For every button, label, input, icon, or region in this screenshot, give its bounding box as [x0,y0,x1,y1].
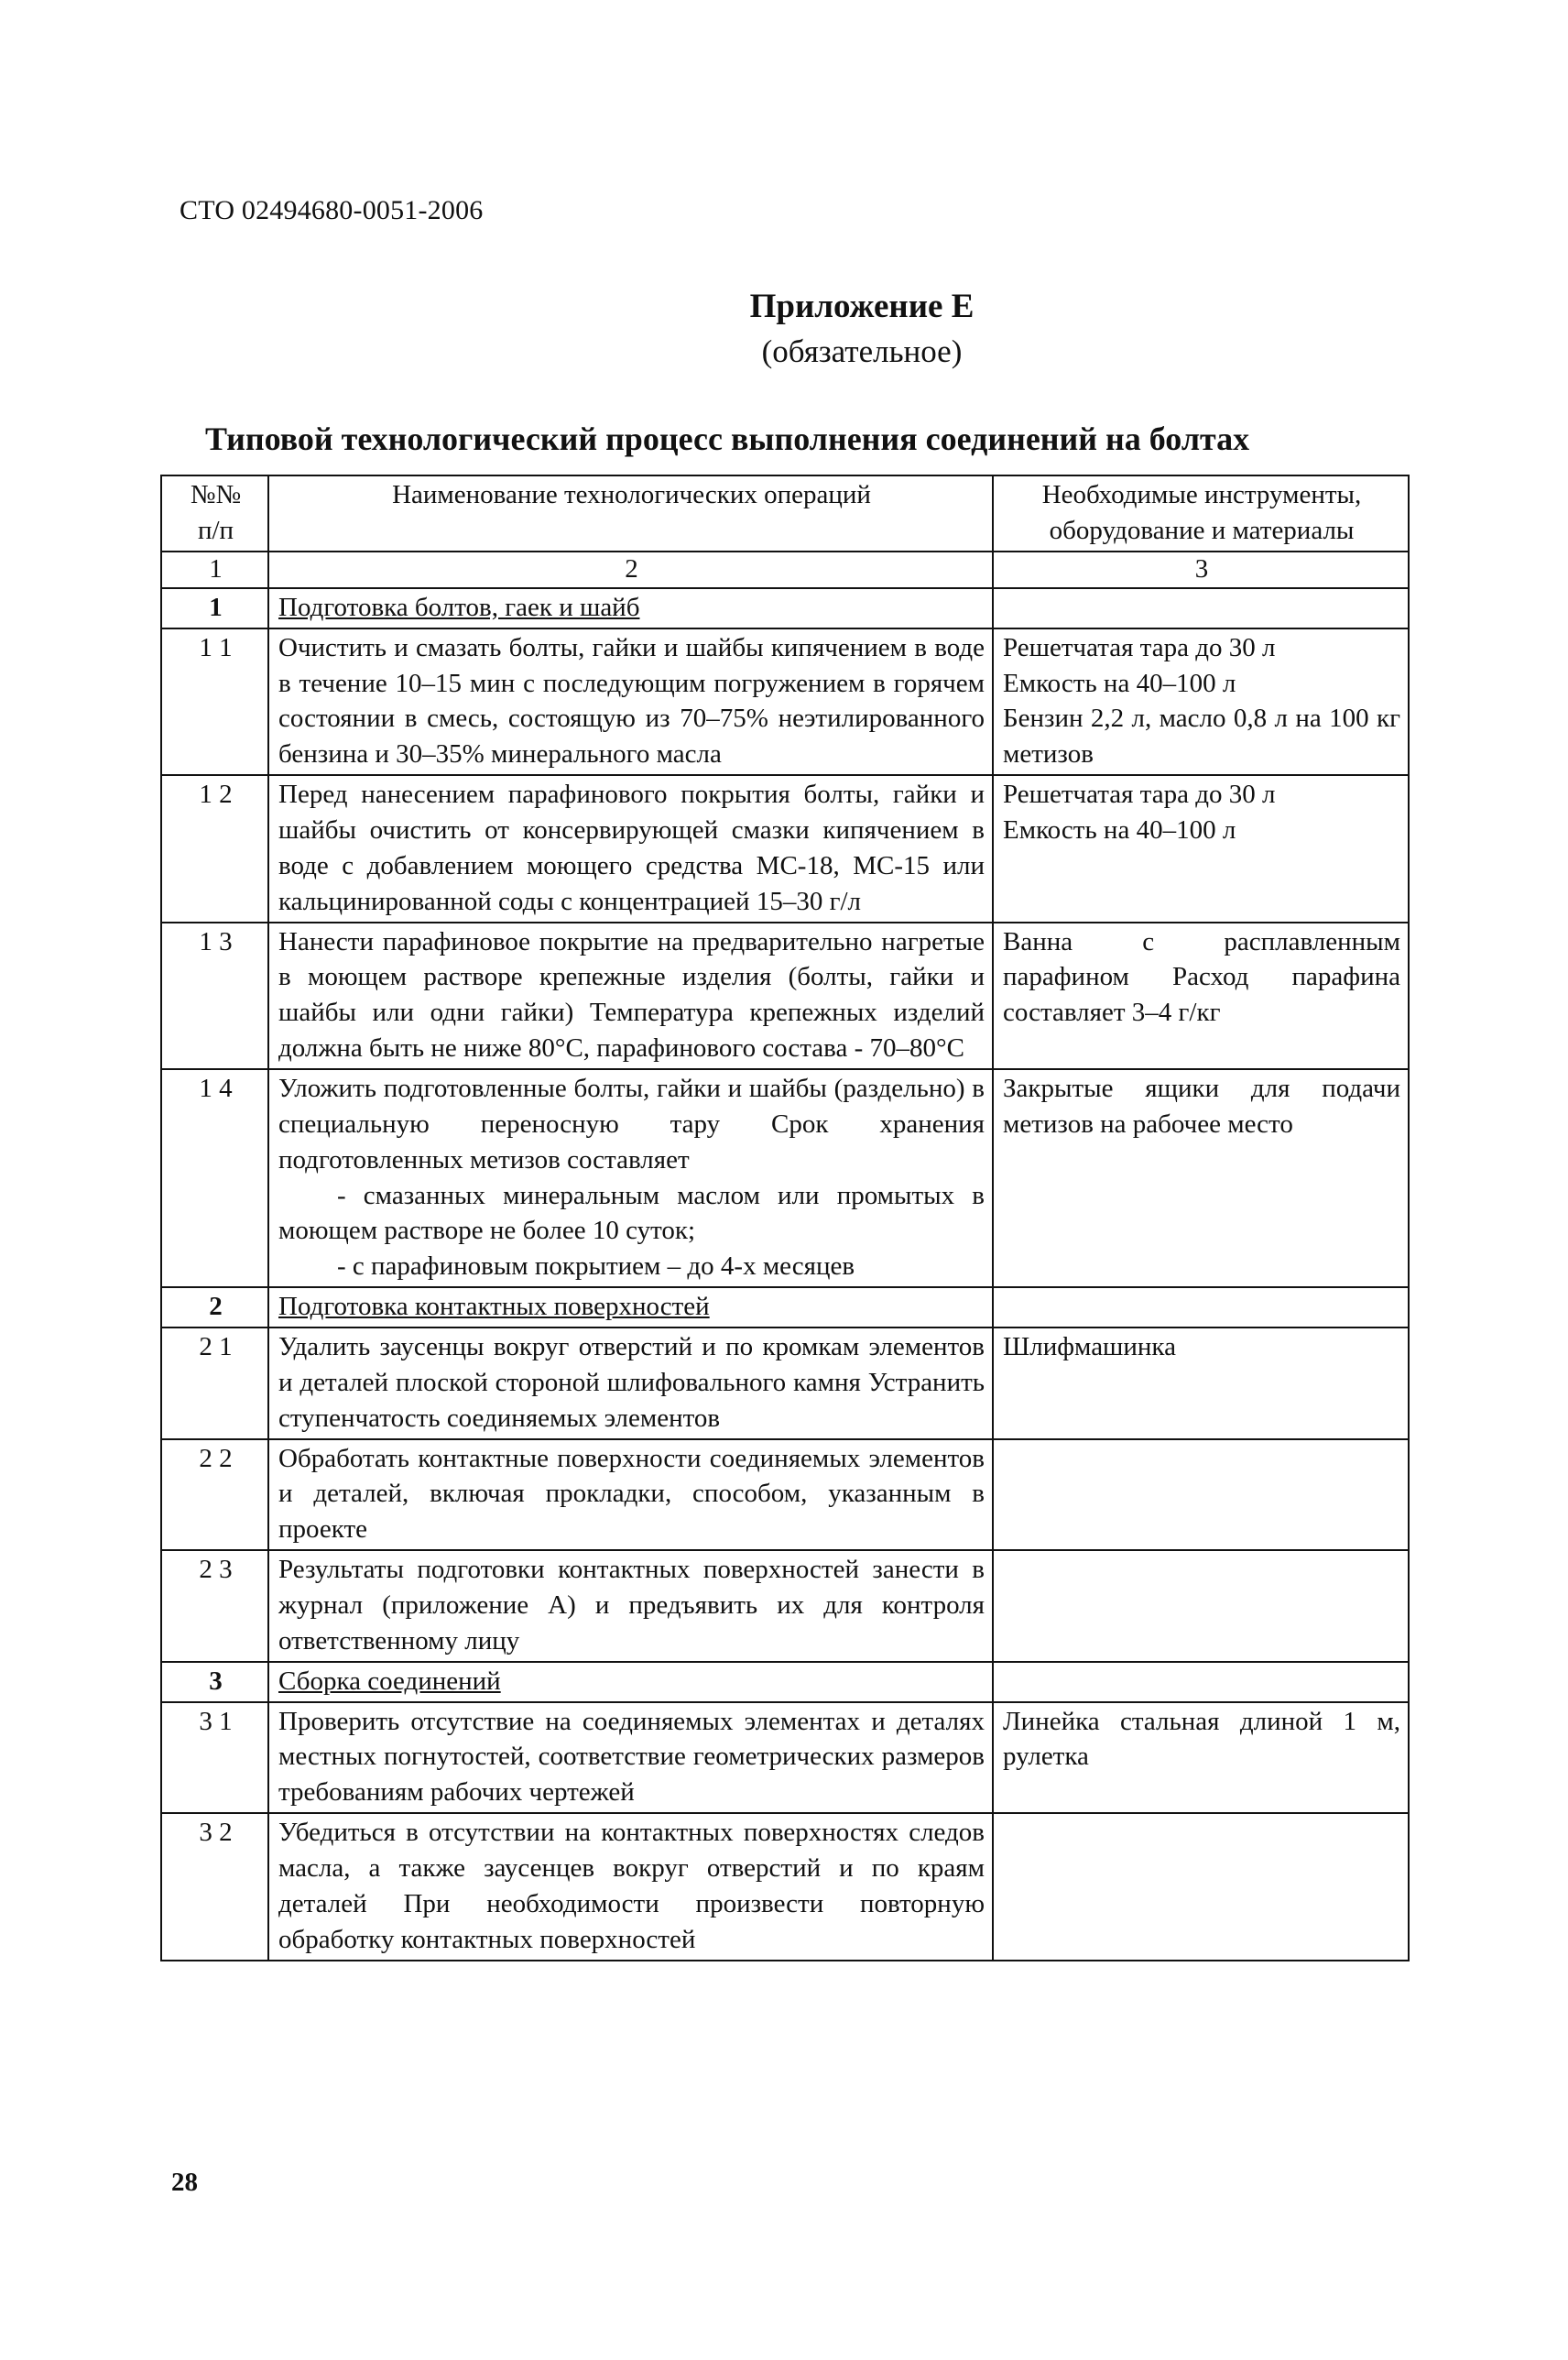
appendix-subtitle: (обязательное) [761,333,963,369]
tools-cell [993,628,1409,775]
tools-cell [993,1702,1409,1814]
operation-row [161,1550,1409,1662]
section-title: Подготовка болтов, гаек и шайб [268,588,993,628]
tools-cell [993,1287,1409,1328]
row-number: 2 3 [161,1550,268,1662]
operation-cell [268,1069,993,1287]
tools-cell [993,775,1409,922]
operation-cell [268,1702,993,1814]
operation-list-item: - с парафиновым покрытием – до 4-х месяцев [337,1251,855,1282]
tools-cell [993,1813,1409,1960]
operation-cell [268,923,993,1069]
tools-cell [993,1328,1409,1439]
tool-item: Закрытые ящики для подачи метизов на рабочее место [1003,1073,1400,1139]
operation-row [161,923,1409,1069]
table-title: Типовой технологический процесс выполнения соединений на болтах [205,421,1250,457]
document-code: СТО 02494680-0051-2006 [180,195,484,225]
operation-row [161,1069,1409,1287]
tool-item: Емкость на 40–100 л [1003,814,1236,845]
operation-row [161,775,1409,922]
operation-list-item: - смазанных минеральным маслом или промытых в моющем растворе не более 10 суток; [278,1180,985,1246]
header-tools-line: оборудование и материалы [1049,515,1355,545]
header-tools-line: Необходимые инструменты, [1041,480,1362,509]
tool-item: Решетчатая тара до 30 л [1003,632,1276,662]
row-number: 2 [161,1287,268,1328]
operation-text: Убедиться в отсутствии на контактных поверхностях следов масла, а также заусенцев вокруг отверстий и по краям деталей При необходимости произвести повторную обработку контактных поверхностей [278,1818,985,1954]
tool-item: Бензин 2,2 л, масло 0,8 л на 100 кг метизов [1003,704,1400,770]
row-number: 3 2 [161,1813,268,1960]
header-num-line: №№ [190,480,242,509]
operation-text: Нанести парафиновое покрытие на предварительно нагретые в моющем растворе крепежные изделия (болты, гайки и шайбы или одни гайки) Температура крепежных изделий должна быть не ниже 80°С, парафинового состава - 70–80°С [278,926,985,1064]
operation-text: Обработать контактные поверхности соединяемых элементов и деталей, включая прокладки, способом, указанным в проекте [278,1443,985,1545]
section-row [161,1287,1409,1328]
row-number: 2 1 [161,1328,268,1439]
operation-text: Очистить и смазать болты, гайки и шайбы кипячением в воде в течение 10–15 мин с последующим погружением в горячем состоянии в смесь, состоящую из 70–75% неэтилированного бензина и 30–35% минерального масла [278,632,985,770]
tools-cell [993,1662,1409,1702]
row-number: 1 [161,588,268,628]
column-number-row [161,552,1409,588]
operation-row [161,1813,1409,1960]
tools-cell [993,588,1409,628]
header-operation: Наименование технологических операций [268,475,993,552]
tools-cell [993,923,1409,1069]
operation-text: Результаты подготовки контактных поверхностей занести в журнал (приложение А) и предъявить их для контроля ответственному лицу [278,1555,985,1655]
operation-row [161,1439,1409,1551]
tool-item: Линейка стальная длиной 1 м, рулетка [1003,1706,1400,1772]
tool-item: Емкость на 40–100 л [1003,668,1236,698]
table-header-row [161,475,1409,552]
operation-cell [268,1550,993,1662]
page-number: 28 [171,2168,198,2197]
row-number: 3 1 [161,1702,268,1814]
tool-item: Решетчатая тара до 30 л [1003,780,1276,810]
header-num [161,475,268,552]
operation-cell [268,1439,993,1551]
operation-row [161,1702,1409,1814]
row-number: 1 2 [161,775,268,922]
section-title: Сборка соединений [268,1662,993,1702]
operation-cell [268,628,993,775]
column-number: 3 [993,552,1409,588]
tool-item: Шлифмашинка [1003,1331,1176,1361]
row-number: 3 [161,1662,268,1702]
tools-cell [993,1069,1409,1287]
column-number: 1 [161,552,268,588]
row-number: 1 1 [161,628,268,775]
operation-text: Уложить подготовленные болты, гайки и шайбы (раздельно) в специальную переносную тару Срок хранения подготовленных метизов составляет [278,1073,985,1175]
operation-text: Удалить заусенцы вокруг отверстий и по кромкам элементов и деталей плоской стороной шлифовального камня Устранить ступенчатость соединяемых элементов [278,1331,985,1433]
row-number: 1 3 [161,923,268,1069]
tool-item: Ванна с расплавленным парафином Расход парафина составляет 3–4 г/кг [1003,926,1400,1028]
operation-cell [268,1813,993,1960]
section-title: Подготовка контактных поверхностей [268,1287,993,1328]
operation-row [161,628,1409,775]
section-row [161,1662,1409,1702]
operation-cell [268,775,993,922]
row-number: 2 2 [161,1439,268,1551]
appendix-title: Приложение Е [749,288,975,325]
operation-row [161,1328,1409,1439]
tools-cell [993,1439,1409,1551]
row-number: 1 4 [161,1069,268,1287]
operation-text: Проверить отсутствие на соединяемых элементах и деталях местных погнутостей, соответствие геометрических размеров требованиям рабочих чертежей [278,1706,985,1808]
header-num-line: п/п [197,515,234,545]
process-table [160,475,1410,1961]
section-row [161,588,1409,628]
operation-text: Перед нанесением парафинового покрытия болты, гайки и шайбы очистить от консервирующей смазки кипячением в воде с добавлением моющего средства МС-18, МС-15 или кальцинированной соды с концентрацией 15–30 г/л [278,780,985,916]
tools-cell [993,1550,1409,1662]
operation-cell [268,1328,993,1439]
column-number: 2 [268,552,993,588]
header-tools [993,475,1409,552]
